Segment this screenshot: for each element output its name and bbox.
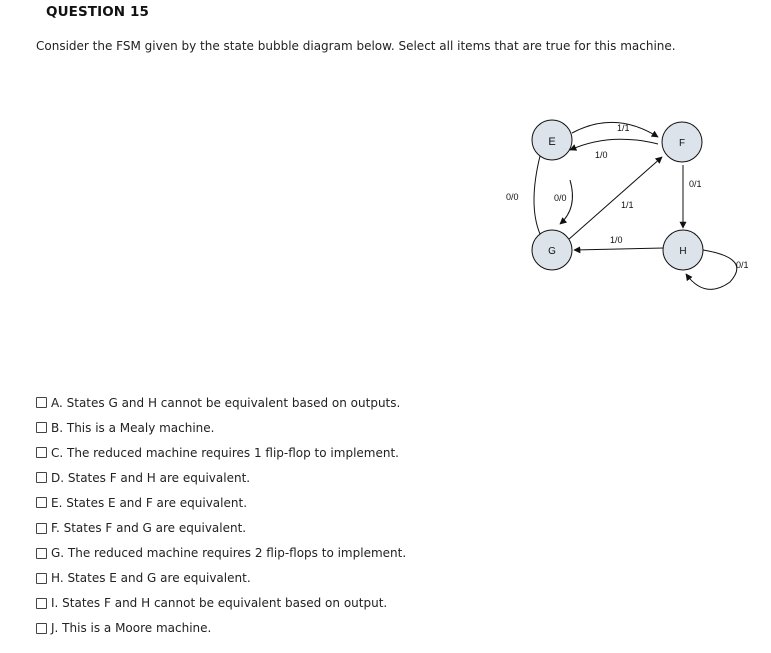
- option-d[interactable]: [36, 465, 406, 490]
- fsm-state-diagram: [490, 110, 771, 310]
- option-c-checkbox[interactable]: [36, 447, 47, 458]
- option-f[interactable]: [36, 515, 406, 540]
- label-h-to-g: 1/0: [610, 235, 623, 245]
- option-j-label[interactable]: J. This is a Moore machine.: [51, 621, 212, 636]
- label-f-to-e: 1/0: [595, 150, 608, 160]
- option-a-checkbox[interactable]: [36, 397, 47, 408]
- state-f: [662, 122, 702, 162]
- option-f-checkbox[interactable]: [36, 523, 47, 534]
- label-e-to-g: 0/0: [554, 193, 567, 203]
- option-b-label[interactable]: B. This is a Mealy machine.: [51, 420, 215, 435]
- option-d-checkbox[interactable]: [36, 472, 47, 483]
- transition-f-to-e: [570, 139, 658, 150]
- option-g[interactable]: [36, 541, 406, 566]
- label-h-self: 0/1: [736, 260, 749, 270]
- option-b[interactable]: [36, 415, 406, 440]
- option-c-label[interactable]: C. The reduced machine requires 1 flip-flop to implement.: [51, 445, 399, 460]
- option-g-checkbox[interactable]: [36, 548, 47, 559]
- option-j-checkbox[interactable]: [36, 623, 47, 634]
- transition-e-self: [534, 156, 540, 234]
- label-f-to-h: 0/1: [689, 179, 702, 189]
- option-h-label[interactable]: H. States E and G are equivalent.: [51, 571, 251, 586]
- transition-h-to-g: [574, 248, 664, 250]
- option-i-label[interactable]: I. States F and H cannot be equivalent based on output.: [51, 596, 388, 611]
- option-e-label[interactable]: E. States E and F are equivalent.: [51, 495, 248, 510]
- label-g-to-f: 1/1: [621, 200, 634, 210]
- transition-g-to-f: [568, 157, 662, 240]
- question-title: QUESTION 15: [46, 4, 149, 20]
- label-e-to-f: 1/1: [617, 123, 630, 133]
- option-a[interactable]: [36, 390, 406, 415]
- state-h-label: H: [679, 246, 687, 257]
- question-prompt: Consider the FSM given by the state bubble diagram below. Select all items that are true for this machine.: [36, 39, 676, 53]
- option-a-label[interactable]: A. States G and H cannot be equivalent based on outputs.: [51, 395, 401, 410]
- option-f-label[interactable]: F. States F and G are equivalent.: [51, 521, 247, 536]
- option-i-checkbox[interactable]: [36, 598, 47, 609]
- label-e-self: 0/0: [506, 192, 519, 202]
- state-e-label: E: [548, 136, 556, 148]
- option-d-label[interactable]: D. States F and H are equivalent.: [51, 470, 251, 485]
- option-e-checkbox[interactable]: [36, 497, 47, 508]
- option-i[interactable]: [36, 591, 406, 616]
- option-c[interactable]: [36, 440, 406, 465]
- state-f-label: F: [678, 138, 686, 149]
- answer-options: [36, 390, 406, 641]
- state-h: [663, 230, 703, 270]
- option-j[interactable]: [36, 616, 406, 641]
- option-b-checkbox[interactable]: [36, 422, 47, 433]
- option-e[interactable]: [36, 490, 406, 515]
- state-g: [532, 230, 572, 270]
- option-g-label[interactable]: G. The reduced machine requires 2 flip-flops to implement.: [51, 546, 407, 561]
- state-g-label: G: [548, 246, 556, 257]
- option-h-checkbox[interactable]: [36, 573, 47, 584]
- transition-e-to-f: [572, 122, 658, 137]
- state-e: [532, 120, 572, 160]
- option-h[interactable]: [36, 566, 406, 591]
